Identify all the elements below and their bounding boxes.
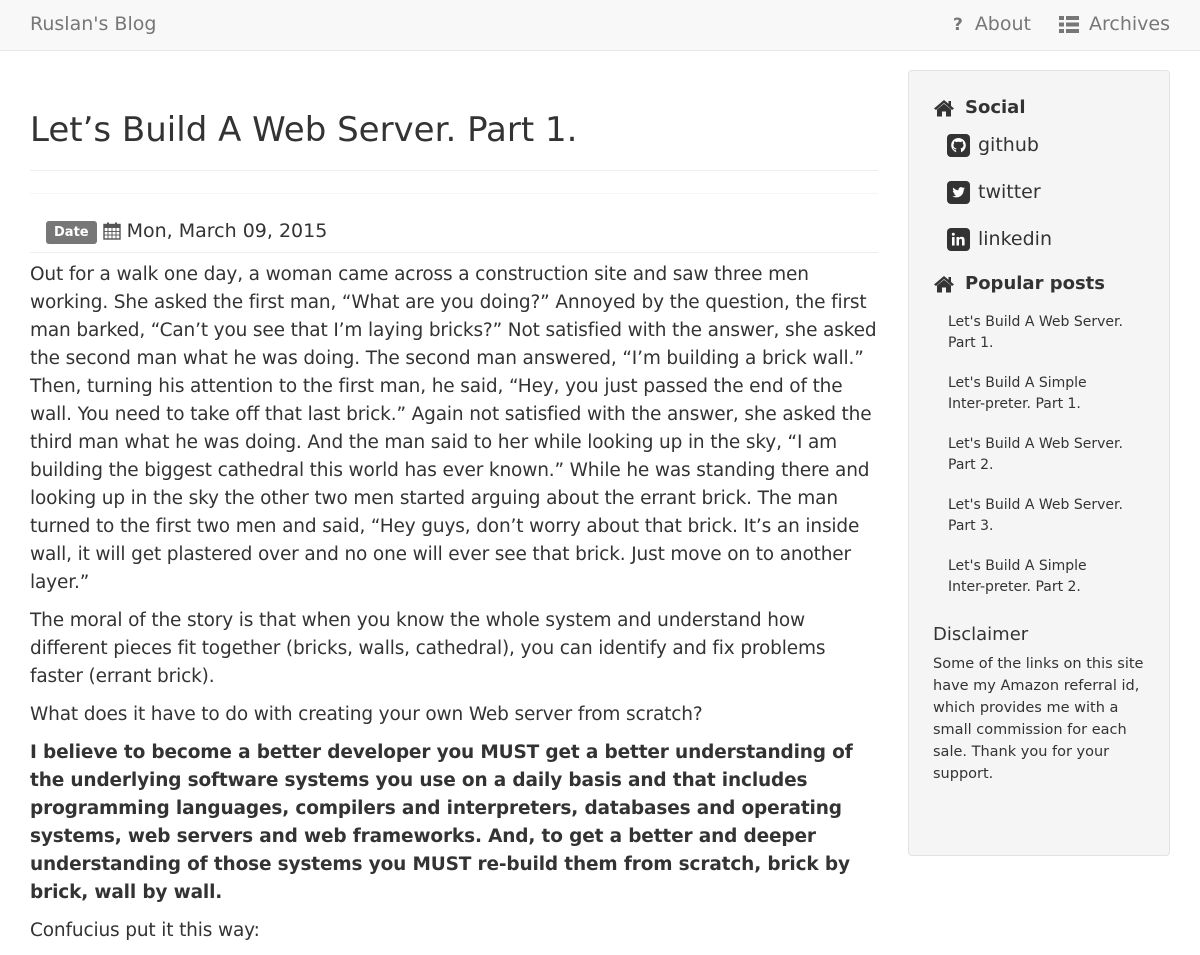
main-content — [30, 70, 878, 955]
github-link[interactable]: github — [978, 134, 1039, 156]
social-heading — [933, 97, 1145, 118]
list-icon — [1059, 16, 1079, 33]
question-icon — [951, 15, 965, 33]
date-label: Date — [46, 221, 97, 244]
sidebar — [908, 70, 1170, 856]
nav-archives-label: Archives — [1089, 13, 1170, 35]
popular-heading-label: Popular posts — [965, 273, 1106, 294]
article-paragraph: What does it have to do with creating your own Web server from scratch? — [30, 704, 703, 725]
social-item-twitter — [947, 179, 1145, 205]
linkedin-icon — [947, 228, 970, 251]
social-heading-label: Social — [965, 97, 1026, 118]
popular-posts-list — [933, 312, 1145, 598]
twitter-icon — [947, 181, 970, 204]
popular-heading — [933, 273, 1145, 294]
social-item-linkedin — [947, 226, 1145, 252]
list-item — [948, 312, 1128, 354]
popular-post-link[interactable]: Let's Build A Web Server. Part 1. — [948, 314, 1123, 351]
popular-post-link[interactable]: Let's Build A Web Server. Part 3. — [948, 497, 1123, 534]
list-item — [948, 434, 1128, 476]
article-paragraph: The moral of the story is that when you know the whole system and understand how different pieces fit together (bricks, walls, cathedral), you can identify and fix problems faster (errant brick). — [30, 610, 826, 687]
article-paragraph-bold: I believe to become a better developer you MUST get a better understanding of the underlying software systems you use on a daily basis and that includes programming languages, compilers and interpreters, databases and operating systems, web servers and web frameworks. And, to get a better and deeper understanding of those systems you MUST re-build them from scratch, brick by brick, wall by wall. — [30, 742, 853, 903]
popular-post-link[interactable]: Let's Build A Simple Inter-preter. Part 1. — [948, 375, 1087, 412]
article-body — [30, 261, 878, 945]
popular-post-link[interactable]: Let's Build A Web Server. Part 2. — [948, 436, 1123, 473]
disclaimer-heading: Disclaimer — [933, 624, 1029, 645]
post-date: Mon, March 09, 2015 — [126, 220, 328, 242]
home-icon — [933, 275, 955, 293]
page-title: Let’s Build A Web Server. Part 1. — [30, 108, 878, 171]
list-item — [948, 495, 1128, 537]
linkedin-link[interactable]: linkedin — [978, 228, 1052, 250]
article-paragraph: Out for a walk one day, a woman came across a construction site and saw three men working. She asked the first man, “What are you doing?” Annoyed by the question, the first man barked, “Can’t you see that I’m laying bricks?” Not satisfied with the answer, she asked the second man what he was doing. The second man answered, “I’m building a brick wall.” Then, turning his attention to the first man, he said, “Hey, you just passed the end of the wall. You need to take off that last brick.” Again not satisfied with the answer, she asked the third man what he was doing. And the man said to her while looking up in the sky, “I am building the biggest cathedral this world has ever known.” While he was standing there and looking up in the sky the other two men started arguing about the errant brick. The man turned to the first two men and said, “Hey guys, don’t worry about that brick. It’s an inside wall, it will get plastered over and no one will ever see that brick. Just move on to another layer.” — [30, 264, 877, 593]
github-icon — [947, 134, 970, 157]
social-item-github — [947, 132, 1145, 158]
popular-post-link[interactable]: Let's Build A Simple Inter-preter. Part 2. — [948, 558, 1087, 595]
home-icon — [933, 99, 955, 117]
post-meta — [30, 193, 878, 253]
navbar — [0, 0, 1200, 51]
twitter-link[interactable]: twitter — [978, 181, 1041, 203]
disclaimer-text: Some of the links on this site have my Amazon referral id, which provides me with a small commission for each sale. Thank you for your support. — [933, 656, 1144, 782]
social-list — [933, 132, 1145, 252]
list-item — [948, 373, 1128, 415]
list-item — [948, 556, 1128, 598]
nav-links — [923, 13, 1170, 35]
article-paragraph: Confucius put it this way: — [30, 920, 260, 941]
svg-text:?: ? — [952, 15, 963, 33]
nav-archives-link[interactable] — [1059, 13, 1170, 35]
nav-about-label: About — [974, 13, 1031, 35]
calendar-icon — [103, 222, 121, 240]
popular-posts-section — [933, 273, 1145, 598]
brand-link[interactable]: Ruslan's Blog — [30, 13, 157, 35]
nav-about-link[interactable] — [951, 13, 1031, 35]
